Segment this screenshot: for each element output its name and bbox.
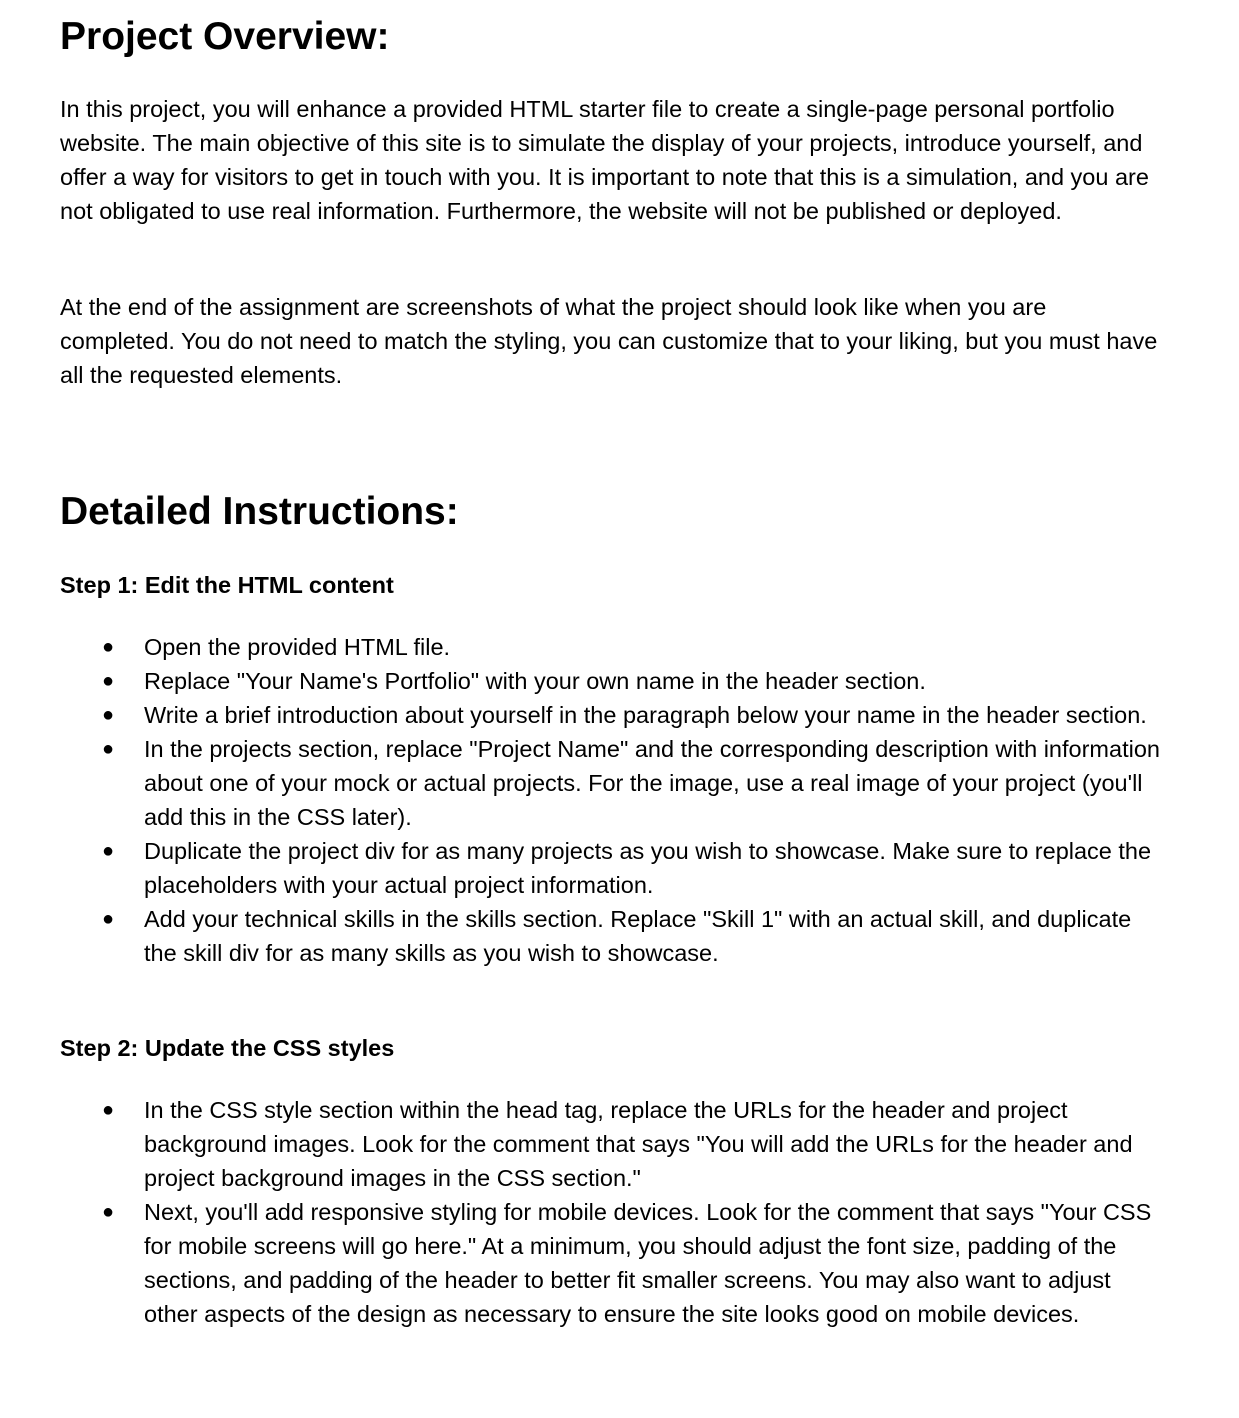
list-item <box>60 732 1170 834</box>
list-item-text: In the projects section, replace "Project Name" and the corresponding description with information about one of your mock or actual projects. For the image, use a real image of your project (you'll add this in the CSS later). <box>144 736 1160 830</box>
list-item-text: In the CSS style section within the head tag, replace the URLs for the header and project background images. Look for the comment that says "You will add the URLs for the header and project background images in the CSS section." <box>144 1097 1133 1191</box>
step2-heading: Step 2: Update the CSS styles <box>60 1035 395 1061</box>
bullet-icon: ● <box>102 840 115 862</box>
list-item <box>60 664 1170 698</box>
overview-paragraph-2: At the end of the assignment are screenshots of what the project should look like when you are completed. You do not need to match the styling, you can customize that to your liking, but you must have all the requested elements. <box>60 294 1158 388</box>
list-item-text: Duplicate the project div for as many projects as you wish to showcase. Make sure to replace the placeholders with your actual project information. <box>144 838 1152 898</box>
list-item <box>60 902 1170 970</box>
list-item <box>60 1093 1170 1195</box>
bullet-icon: ● <box>102 1099 115 1121</box>
step1-list <box>60 630 1170 970</box>
bullet-icon: ● <box>102 670 115 692</box>
step1-heading: Step 1: Edit the HTML content <box>60 572 394 598</box>
list-item-text: Open the provided HTML file. <box>144 634 451 660</box>
overview-paragraph-1: In this project, you will enhance a provided HTML starter file to create a single-page personal portfolio website. The main objective of this site is to simulate the display of your projects, introduce yourself, and offer a way for visitors to get in touch with you. It is important to note that this is a simulation, and you are not obligated to use real information. Furthermore, the website will not be published or deployed. <box>60 96 1149 224</box>
list-item <box>60 1195 1170 1331</box>
step2-list <box>60 1093 1170 1331</box>
list-item-text: Add your technical skills in the skills section. Replace "Skill 1" with an actual skill, and duplicate the skill div for as many skills as you wish to showcase. <box>144 906 1132 966</box>
list-item-text: Write a brief introduction about yourself in the paragraph below your name in the header section. <box>144 702 1147 728</box>
bullet-icon: ● <box>102 738 115 760</box>
bullet-icon: ● <box>102 1201 115 1223</box>
bullet-icon: ● <box>102 908 115 930</box>
list-item-text: Next, you'll add responsive styling for mobile devices. Look for the comment that says "Your CSS for mobile screens will go here." At a minimum, you should adjust the font size, padding of the sections, and padding of the header to better fit smaller screens. You may also want to adjust other aspects of the design as necessary to ensure the site looks good on mobile devices. <box>144 1199 1152 1327</box>
bullet-icon: ● <box>102 704 115 726</box>
list-item-text: Replace "Your Name's Portfolio" with your own name in the header section. <box>144 668 926 694</box>
detailed-instructions-heading: Detailed Instructions: <box>60 490 459 533</box>
list-item <box>60 630 1170 664</box>
bullet-icon: ● <box>102 636 115 658</box>
project-overview-heading: Project Overview: <box>60 15 390 58</box>
list-item <box>60 698 1170 732</box>
list-item <box>60 834 1170 902</box>
